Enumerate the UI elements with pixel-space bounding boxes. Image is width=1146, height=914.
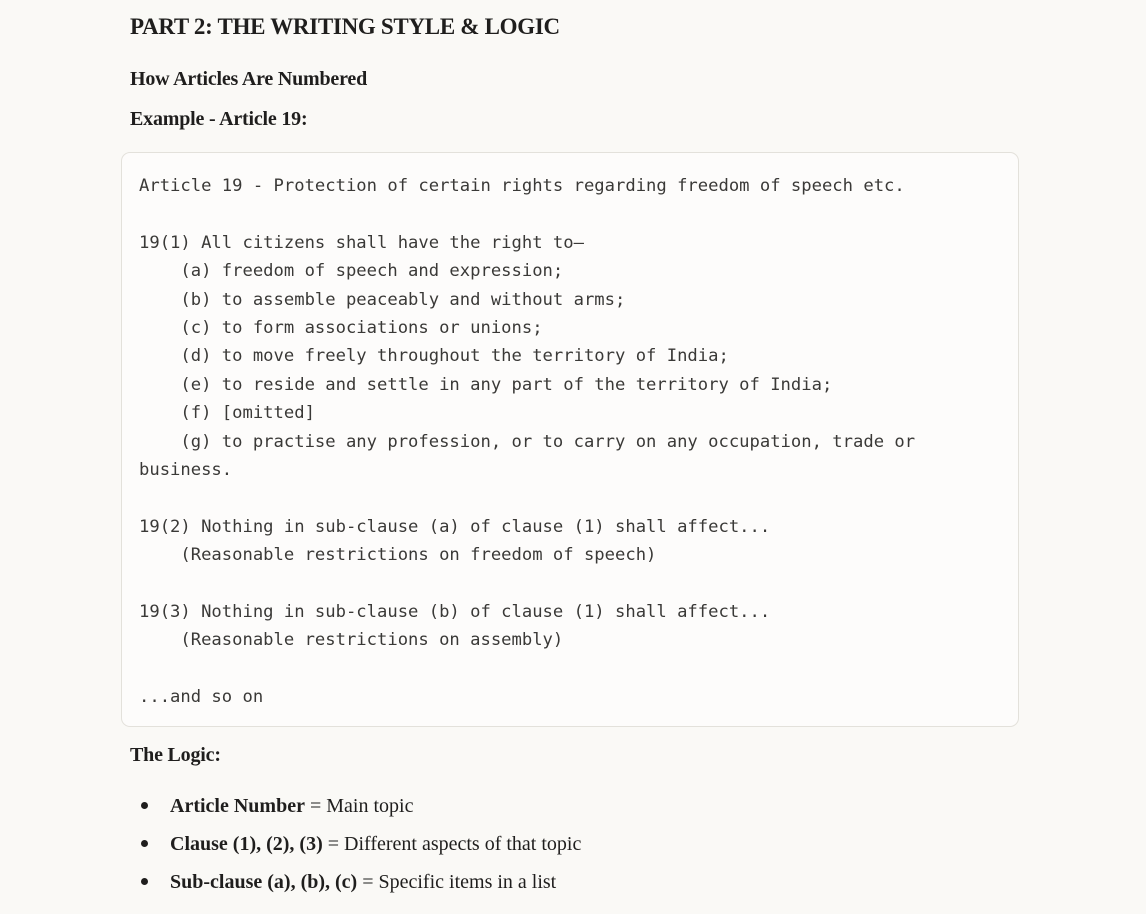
code-line: 19(2) Nothing in sub-clause (a) of clause (1) shall affect...	[139, 516, 771, 537]
list-item-term: Clause (1), (2), (3)	[170, 833, 323, 855]
list-item-term: Article Number	[170, 795, 305, 817]
code-block[interactable]	[121, 152, 1019, 727]
bullet-icon	[141, 878, 148, 885]
list-item	[130, 825, 581, 863]
code-line	[139, 655, 915, 683]
code-line: (e) to reside and settle in any part of the territory of India;	[139, 374, 833, 395]
section-heading-example: Example - Article 19:	[130, 108, 308, 130]
code-line: ...and so on	[139, 687, 264, 708]
bullet-icon	[141, 840, 148, 847]
part-title: PART 2: THE WRITING STYLE & LOGIC	[130, 14, 560, 39]
code-line	[139, 484, 915, 512]
code-text	[139, 172, 915, 711]
code-line: (a) freedom of speech and expression;	[139, 261, 564, 282]
list-item-description: = Specific items in a list	[357, 871, 557, 893]
section-heading-numbering: How Articles Are Numbered	[130, 68, 368, 90]
logic-list	[130, 787, 581, 901]
code-line: (b) to assemble peaceably and without arms;	[139, 289, 626, 310]
code-line: (f) [omitted]	[139, 403, 315, 424]
list-item-description: = Main topic	[304, 795, 414, 817]
code-line: Article 19 - Protection of certain rights regarding freedom of speech etc.	[139, 176, 905, 196]
code-line: (Reasonable restrictions on assembly)	[139, 630, 564, 651]
code-line: (d) to move freely throughout the territory of India;	[139, 346, 729, 367]
code-line	[139, 200, 915, 228]
code-line: 19(1) All citizens shall have the right to—	[139, 232, 584, 253]
list-item	[130, 787, 581, 825]
code-line: (c) to form associations or unions;	[139, 317, 543, 338]
code-line: (g) to practise any profession, or to carry on any occupation, trade or	[139, 431, 916, 452]
bullet-icon	[141, 802, 148, 809]
code-line: (Reasonable restrictions on freedom of speech)	[139, 545, 657, 566]
code-line	[139, 569, 915, 597]
section-heading-logic: The Logic:	[130, 744, 221, 766]
code-line: business.	[139, 459, 233, 480]
list-item	[130, 863, 581, 901]
list-item-description: = Different aspects of that topic	[322, 833, 582, 855]
list-item-term: Sub-clause (a), (b), (c)	[170, 871, 358, 893]
code-line: 19(3) Nothing in sub-clause (b) of clause (1) shall affect...	[139, 601, 771, 622]
